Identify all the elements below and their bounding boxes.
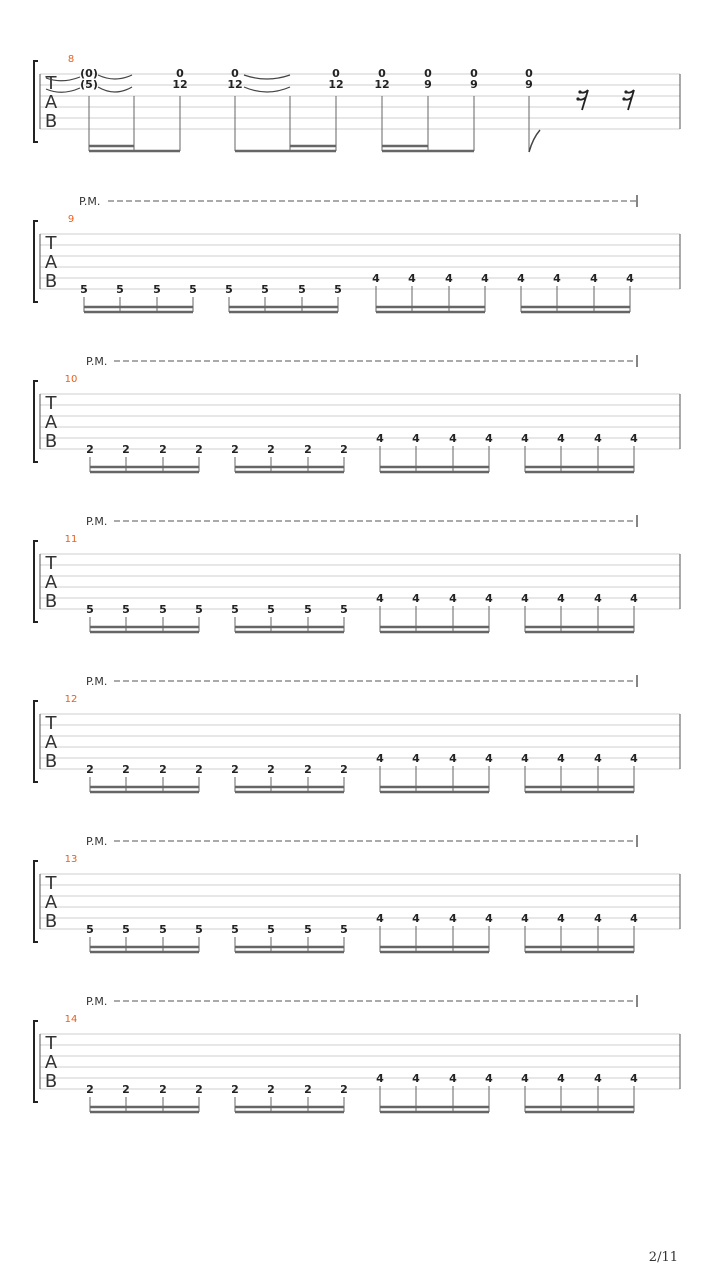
fret-number: 4 [521,432,529,445]
fret-number: 4 [372,272,380,285]
fret-number: 4 [630,1072,638,1085]
fret-number: 4 [594,432,602,445]
tab-clef-letter: A [44,572,58,593]
fret-number: 2 [122,443,130,456]
fret-number: 0 [470,67,478,80]
system-bracket [34,221,38,302]
fret-number: 4 [594,752,602,765]
fret-number: 5 [159,923,167,936]
fret-number: 2 [159,1083,167,1096]
fret-number: 4 [412,752,420,765]
fret-number: 0 [176,67,184,80]
fret-number: 4 [557,1072,565,1085]
fret-number: 4 [412,1072,420,1085]
fret-number: 4 [412,912,420,925]
fret-number: 5 [195,603,203,616]
fret-number: 5 [122,923,130,936]
fret-number: 2 [231,443,239,456]
fret-number: 5 [122,603,130,616]
tab-clef-letter: T [45,73,57,94]
fret-number: 2 [86,763,94,776]
fret-number: 5 [304,923,312,936]
fret-number: 5 [195,923,203,936]
fret-number: 2 [159,763,167,776]
fret-number: 2 [267,443,275,456]
measure-number: 12 [64,694,78,705]
tab-clef-letter: T [45,393,57,414]
fret-number: 4 [521,592,529,605]
system-bracket [34,381,38,462]
fret-number: 5 [334,283,342,296]
tab-clef-letter: T [45,873,57,894]
palm-mute-label: P.M. [86,675,108,688]
fret-number: 2 [195,443,203,456]
fret-number: 4 [449,752,457,765]
fret-number: 0 [378,67,386,80]
palm-mute-label: P.M. [86,995,108,1008]
fret-number: 4 [557,432,565,445]
fret-number: 4 [630,432,638,445]
fret-number: 2 [159,443,167,456]
fret-number: 5 [86,603,94,616]
tab-clef-letter: A [44,732,58,753]
fret-number-parenthesized: (0) [80,67,98,80]
system-bracket [34,701,38,782]
fret-number: 2 [122,763,130,776]
tab-clef-letter: A [44,412,58,433]
fret-number: 2 [340,1083,348,1096]
tie-arc [244,75,290,79]
measure-number: 14 [64,1014,78,1025]
fret-number: 5 [189,283,197,296]
fret-number: 2 [231,1083,239,1096]
fret-number: 5 [340,923,348,936]
tab-clef-letter: T [45,233,57,254]
measure-number: 9 [67,214,75,225]
tab-clef-letter: B [44,591,58,612]
fret-number: 2 [304,443,312,456]
tab-clef-letter: T [45,713,57,734]
fret-number: 5 [231,603,239,616]
fret-number: 4 [449,432,457,445]
palm-mute-label: P.M. [79,195,101,208]
fret-number: 4 [376,432,384,445]
palm-mute-label: P.M. [86,515,108,528]
tab-clef-letter: A [44,892,58,913]
fret-number: 4 [557,752,565,765]
fret-number: 5 [159,603,167,616]
fret-number: 12 [227,78,243,91]
fret-number: 4 [630,592,638,605]
fret-number: 2 [122,1083,130,1096]
system-bracket [34,861,38,942]
fret-number: 2 [304,1083,312,1096]
fret-number: 5 [340,603,348,616]
fret-number: 2 [340,763,348,776]
tab-clef-letter: B [44,751,58,772]
fret-number: 4 [485,432,493,445]
note-flag [529,130,540,152]
fret-number: 4 [553,272,561,285]
fret-number: 0 [424,67,432,80]
tab-clef-letter: B [44,911,58,932]
fret-number: 2 [86,1083,94,1096]
fret-number: 0 [332,67,340,80]
fret-number: 2 [195,763,203,776]
fret-number: 4 [630,912,638,925]
fret-number: 4 [481,272,489,285]
fret-number: 2 [267,763,275,776]
fret-number: 4 [594,912,602,925]
fret-number: 5 [225,283,233,296]
fret-number: 5 [86,923,94,936]
fret-number: 4 [485,752,493,765]
fret-number: 2 [340,443,348,456]
tab-clef-letter: A [44,92,58,113]
fret-number: 4 [485,912,493,925]
fret-number: 9 [470,78,478,91]
measure-number: 11 [64,534,78,545]
fret-number: 4 [521,1072,529,1085]
tab-clef-letter: A [44,252,58,273]
measure-number: 8 [67,54,75,65]
tie-arc [98,87,132,92]
fret-number: 5 [231,923,239,936]
fret-number: 4 [521,752,529,765]
fret-number: 4 [517,272,525,285]
fret-number: 4 [521,912,529,925]
palm-mute-label: P.M. [86,835,108,848]
fret-number: 4 [485,592,493,605]
system-bracket [34,541,38,622]
tie-arc [244,87,290,92]
tab-clef-letter: A [44,1052,58,1073]
fret-number: 4 [408,272,416,285]
fret-number: 9 [424,78,432,91]
fret-number: 2 [231,763,239,776]
tab-clef-letter: B [44,1071,58,1092]
fret-number: 4 [376,592,384,605]
fret-number: 2 [304,763,312,776]
measure-number: 10 [64,374,78,385]
fret-number: 9 [525,78,533,91]
fret-number: 12 [374,78,390,91]
fret-number: 5 [304,603,312,616]
fret-number: 4 [590,272,598,285]
fret-number: 5 [267,923,275,936]
tab-clef-letter: B [44,431,58,452]
fret-number-parenthesized: (5) [80,78,98,91]
tab-clef-letter: B [44,111,58,132]
fret-number: 5 [80,283,88,296]
page-number: 2/11 [648,1250,678,1265]
fret-number: 0 [231,67,239,80]
measure-number: 13 [64,854,78,865]
system-bracket [34,61,38,142]
fret-number: 4 [557,592,565,605]
system-bracket [34,1021,38,1102]
tab-clef-letter: T [45,1033,57,1054]
fret-number: 4 [376,1072,384,1085]
fret-number: 2 [195,1083,203,1096]
fret-number: 4 [412,592,420,605]
fret-number: 4 [412,432,420,445]
fret-number: 4 [626,272,634,285]
fret-number: 5 [116,283,124,296]
tab-clef-letter: B [44,271,58,292]
fret-number: 0 [525,67,533,80]
fret-number: 4 [485,1072,493,1085]
tie-arc [98,75,132,79]
fret-number: 4 [445,272,453,285]
fret-number: 4 [630,752,638,765]
fret-number: 4 [449,592,457,605]
fret-number: 4 [449,1072,457,1085]
fret-number: 12 [172,78,188,91]
fret-number: 12 [328,78,344,91]
fret-number: 5 [298,283,306,296]
fret-number: 5 [261,283,269,296]
fret-number: 4 [376,752,384,765]
fret-number: 5 [153,283,161,296]
palm-mute-label: P.M. [86,355,108,368]
tab-clef-letter: T [45,553,57,574]
fret-number: 4 [376,912,384,925]
fret-number: 4 [594,1072,602,1085]
fret-number: 4 [594,592,602,605]
fret-number: 4 [557,912,565,925]
fret-number: 2 [267,1083,275,1096]
fret-number: 4 [449,912,457,925]
fret-number: 5 [267,603,275,616]
fret-number: 2 [86,443,94,456]
